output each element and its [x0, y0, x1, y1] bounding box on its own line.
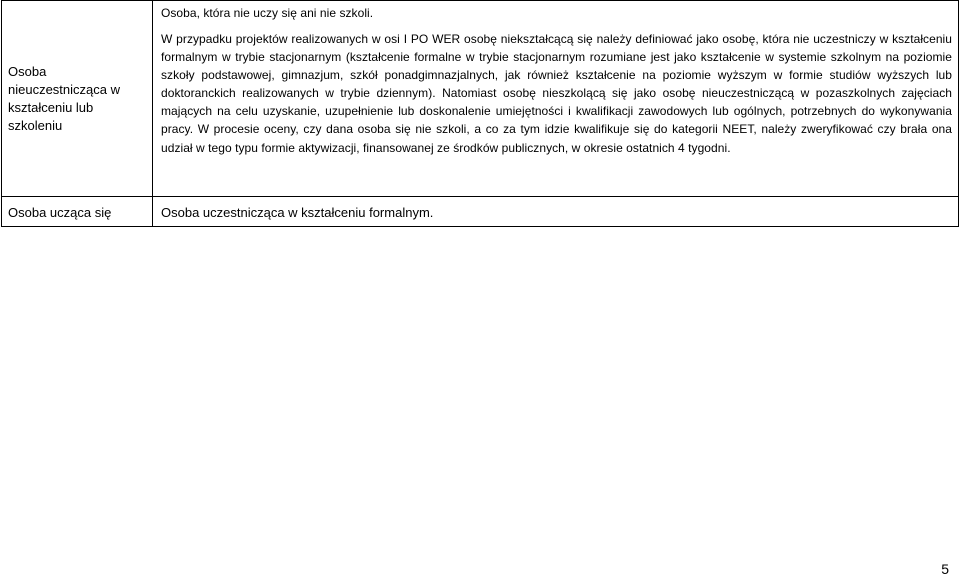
term-label: Osoba nieuczestnicząca w kształceniu lub szkoleniu: [8, 63, 120, 133]
definition-text: Osoba uczestnicząca w kształceniu formalnym.: [161, 204, 434, 220]
definition-body-text: W przypadku projektów realizowanych w osi I PO WER osobę niekształcącą się należy definiować jako osobę, która nie uczestniczy w kształceniu formalnym w trybie stacjonarnym (kształcenie formalne w trybie stacjonarnym rozumiane jest jako kształcenie w systemie szkolnym na poziomie szkoły podstawowej, gimnazjum, szkół ponadgimnazjalnych, jak również kształcenie na poziomie wyższym w formie studiów wyższych lub doktoranckich realizowanych w trybie dziennym). Natomiast osobę nieszkolącą się jako osobę nieuczestniczącą w pozaszkolnych zajęciach mających na celu uzyskanie, uzupełnienie lub doskonalenie umiejętności i kwalifikacji zawodowych lub ogólnych, potrzebnych do wykonywania pracy. W procesie oceny, czy dana osoba się nie szkoli, a co za tym idzie kwalifikuje się do kategorii NEET, należy zweryfikować czy brała ona udział w tego typu formie aktywizacji, finansowanej ze środków publicznych, w okresie ostatnich 4 tygodni.: [161, 32, 952, 155]
term-cell: [2, 1, 153, 197]
page-number: 5: [941, 561, 949, 577]
definition-cell: [153, 197, 959, 227]
table-row: [2, 1, 959, 197]
term-label: Osoba ucząca się: [8, 204, 112, 220]
term-cell: [2, 197, 153, 227]
definitions-table: [1, 0, 959, 227]
definition-lead-text: Osoba, która nie uczy się ani nie szkoli.: [161, 6, 374, 20]
table-row: [2, 197, 959, 227]
definition-cell: [153, 1, 959, 197]
